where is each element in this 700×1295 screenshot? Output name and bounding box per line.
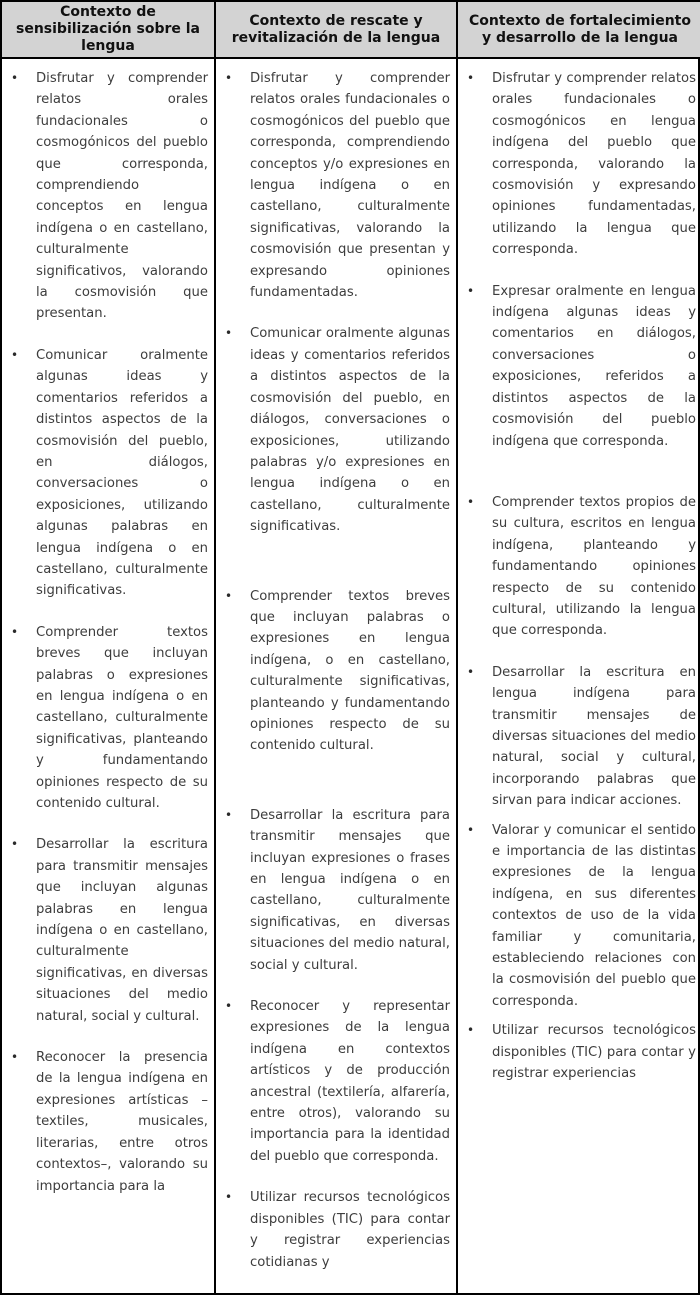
objective-text: Disfrutar y comprender relatos orales fundacionales o cosmogónicos en lengua indígena del pueblo que corresponda, valorando la cosmovisión y expresando opiniones fundamentadas, utilizando la lengua que corresponda. — [492, 71, 696, 258]
objective-text: Comunicar oralmente algunas ideas y comentarios referidos a distintos aspectos de la cosmovisión del pueblo, en diálogos, conversaciones o exposiciones, utilizando palabras y/o expresiones en lengua indígena o en castellano, culturalmente significativas. — [250, 326, 450, 535]
bullet-icon: • — [467, 664, 475, 679]
column-contexto-rescate — [216, 2, 458, 1293]
bullet-icon: • — [467, 494, 475, 509]
bullet-icon: • — [11, 1050, 19, 1065]
bullet-icon: • — [11, 347, 19, 362]
bullet-icon: • — [225, 1190, 233, 1205]
bullet-icon: • — [225, 807, 233, 822]
objective-item — [225, 586, 450, 757]
objective-text: Comunicar oralmente algunas ideas y comentarios referidos a distintos aspectos de la cosmovisión del pueblo, en diálogos, conversaciones o exposiciones, utilizando algunas palabras en lengua indígena o en castellano, culturalmente significativas. — [36, 347, 208, 599]
objective-text: Reconocer la presencia de la lengua indígena en expresiones artísticas – textiles, musicales, literarias, entre otros contextos–, valorando su importancia para la — [36, 1050, 208, 1194]
objective-item — [467, 820, 696, 1013]
column-contexto-fortalecimiento — [458, 2, 700, 1293]
objective-text: Comprender textos propios de su cultura, escritos en lengua indígena, planteando y fundamentando opiniones respecto de su contenido cultural, utilizando la lengua que corresponda. — [492, 494, 696, 639]
column-header-sensibilizacion: Contexto de sensibilización sobre la lengua — [2, 2, 214, 59]
objectives-list-sensibilizacion — [2, 59, 214, 1217]
objective-item — [467, 68, 696, 261]
objective-text: Disfrutar y comprender relatos orales fundacionales o cosmogónicos del pueblo que corresponda, comprendiendo conceptos y/o expresiones en lengua indígena o en castellano, culturalmente significativas, valorando la cosmovisión que presentan y expresando opiniones fundamentadas. — [250, 71, 450, 301]
objective-text: Desarrollar la escritura en lengua indígena para transmitir mensajes de diversas situaciones del medio natural, social y cultural, incorporando palabras que sirvan para indicar acciones. — [492, 664, 696, 809]
objective-item — [225, 805, 450, 976]
bullet-icon: • — [225, 326, 233, 341]
objective-item — [225, 1187, 450, 1273]
objective-text: Desarrollar la escritura para transmitir mensajes que incluyan algunas palabras en lengua indígena o en castellano, culturalmente significativas, en diversas situaciones del medio natural, social y cultural. — [36, 837, 208, 1024]
column-contexto-sensibilizacion — [2, 2, 216, 1293]
bullet-icon: • — [225, 71, 233, 85]
objective-item — [467, 1020, 696, 1084]
objective-text: Disfrutar y comprender relatos orales fundacionales o cosmogónicos del pueblo que corresponda, comprendiendo conceptos en lengua indígena o en castellano, culturalmente significativos, valorando la cosmovisión que presentan. — [36, 71, 208, 322]
objective-item — [11, 622, 208, 815]
bullet-icon: • — [11, 624, 19, 639]
bullet-icon: • — [225, 588, 233, 603]
objective-text: Desarrollar la escritura para transmitir mensajes que incluyan expresiones o frases en lengua indígena o en castellano, culturalmente significativas, en diversas situaciones del medio natural, social y cultural. — [250, 807, 450, 973]
objective-text: Comprender textos breves que incluyan palabras o expresiones en lengua indígena, o en castellano, culturalmente significativas, planteando y fundamentando opiniones respecto de su contenido cultural. — [250, 588, 450, 754]
objective-item — [225, 996, 450, 1167]
objective-text: Utilizar recursos tecnológicos disponibles (TIC) para contar y registrar experiencias cotidianas y — [250, 1190, 450, 1270]
objective-text: Expresar oralmente en lengua indígena algunas ideas y comentarios en diálogos, conversaciones o exposiciones, referidos a distintos aspectos de la cosmovisión del pueblo indígena que corresponda. — [492, 283, 696, 449]
objective-text: Utilizar recursos tecnológicos disponibles (TIC) para contar y registrar experiencias — [492, 1023, 696, 1082]
column-header-fortalecimiento: Contexto de fortalecimiento y desarrollo de la lengua — [458, 2, 700, 59]
column-header-rescate: Contexto de rescate y revitalización de la lengua — [216, 2, 456, 59]
objective-item — [225, 68, 450, 303]
bullet-icon: • — [467, 71, 475, 85]
objective-item — [11, 1047, 208, 1197]
objective-item — [467, 492, 696, 642]
objective-text: Comprender textos breves que incluyan palabras o expresiones en lengua indígena o en castellano, culturalmente significativas, planteando y fundamentando opiniones respecto de su contenido cultural. — [36, 624, 208, 811]
bullet-icon: • — [11, 837, 19, 852]
objective-item — [467, 662, 696, 812]
objective-item — [11, 834, 208, 1027]
objectives-list-rescate — [216, 59, 456, 1293]
bullet-icon: • — [225, 999, 233, 1014]
objective-item — [11, 68, 208, 325]
objectives-list-fortalecimiento — [458, 59, 700, 1104]
objective-item — [225, 323, 450, 537]
bullet-icon: • — [467, 1023, 475, 1038]
bullet-icon: • — [467, 283, 475, 298]
bullet-icon: • — [467, 822, 475, 837]
objective-item — [467, 281, 696, 452]
objective-text: Valorar y comunicar el sentido e importancia de las distintas expresiones de la lengua indígena, en sus diferentes contextos de uso de la vida familiar y comunitaria, estableciendo relaciones con la cosmovisión del pueblo que corresponda. — [492, 822, 696, 1009]
objective-item — [11, 345, 208, 602]
objective-text: Reconocer y representar expresiones de la lengua indígena en contextos artísticos y de producción ancestral (textilería, alfarería, entre otros), valorando su importancia para la identidad del pueblo que corresponda. — [250, 999, 450, 1164]
bullet-icon: • — [11, 71, 19, 85]
